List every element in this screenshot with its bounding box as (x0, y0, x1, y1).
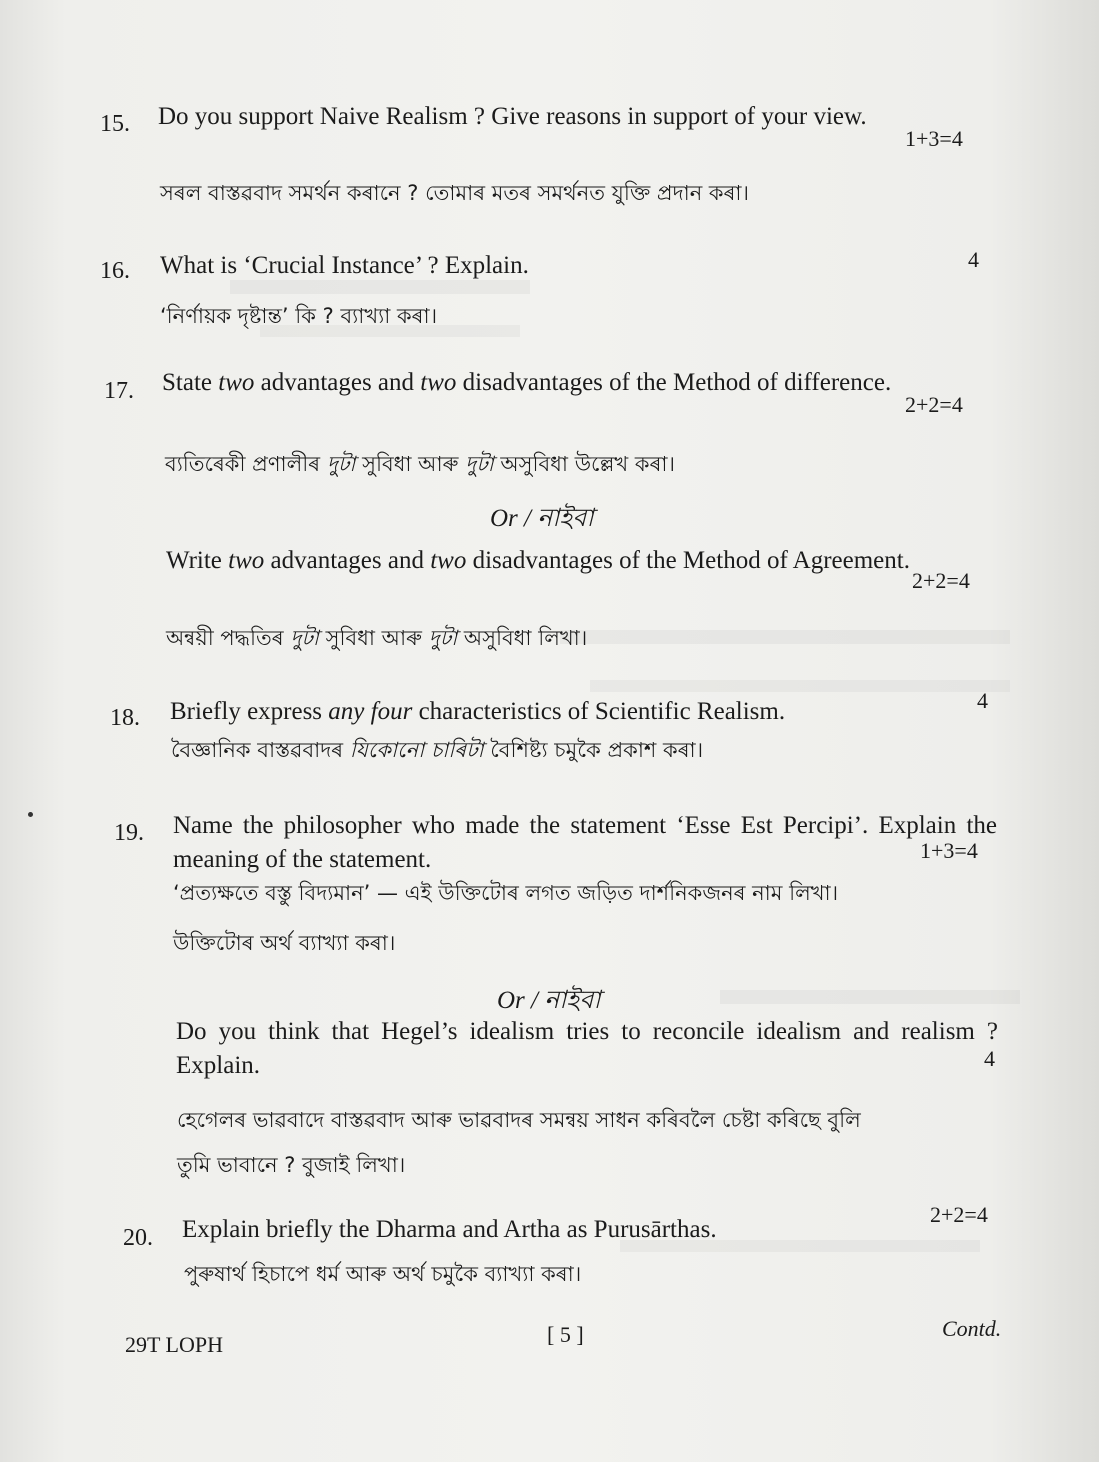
alternative-question-text-en: Do you think that Hegel’s idealism tries to reconcile idealism and realism ? Explain. (176, 1018, 998, 1079)
question-text-en: Name the philosopher who made the statement ‘Esse Est Percipi’. Explain the meaning of the statement. (173, 812, 997, 873)
question-number: 15. (100, 111, 130, 137)
alternative-question-text-en: Write two advantages and two disadvantages of the Method of Agreement. (166, 547, 910, 574)
question-text-bn: ব্যতিৰেকী প্ৰণালীৰ দুটা সুবিধা আৰু দুটা অসুবিধা উল্লেখ কৰা। (165, 452, 676, 476)
paper-code: 29T LOPH (125, 1332, 223, 1357)
marks: 4 (977, 688, 988, 713)
question-number: 17. (104, 378, 134, 404)
alternative-question-text-bn-line2: তুমি ভাবানে ? বুজাই লিখা। (177, 1153, 406, 1177)
question-text-bn-line2: উক্তিটোৰ অৰ্থ ব্যাখ্যা কৰা। (173, 931, 396, 955)
question-number: 18. (110, 705, 140, 731)
question-number: 20. (123, 1225, 153, 1251)
question-text-en: Briefly express any four characteristics of Scientific Realism. (170, 698, 786, 725)
page-number: [ 5 ] (547, 1322, 584, 1347)
question-text-bn: পুৰুষাৰ্থ হিচাপে ধৰ্ম আৰু অৰ্থ চমুকৈ ব্যাখ্যা কৰা। (184, 1262, 582, 1286)
question-text-bn: সৰল বাস্তৱবাদ সমৰ্থন কৰানে ? তোমাৰ মতৰ সমৰ্থনত যুক্তি প্ৰদান কৰা। (160, 181, 750, 205)
or-divider: Or / নাইবা (497, 987, 601, 1014)
marks: 2+2=4 (905, 392, 963, 417)
marks: 1+3=4 (905, 126, 963, 151)
question-text-en: Do you support Naive Realism ? Give reasons in support of your view. (158, 103, 867, 130)
continued-label: Contd. (942, 1316, 1002, 1341)
marks: 2+2=4 (912, 568, 970, 593)
marks: 2+2=4 (930, 1202, 988, 1227)
question-text-en: State two advantages and two disadvantages of the Method of difference. (162, 369, 892, 396)
ink-speck (28, 812, 33, 817)
question-text-bn: বৈজ্ঞানিক বাস্তৱবাদৰ যিকোনো চাৰিটা বৈশিষ্ট্য চমুকৈ প্ৰকাশ কৰা। (171, 738, 704, 762)
alternative-question-text-bn-line1: হেগেলৰ ভাৱবাদে বাস্তৱবাদ আৰু ভাৱবাদৰ সমন্বয় সাধন কৰিবলৈ চেষ্টা কৰিছে বুলি (177, 1108, 861, 1132)
question-text-en: What is ‘Crucial Instance’ ? Explain. (160, 252, 529, 279)
question-text-en: Explain briefly the Dharma and Artha as Purusārthas. (182, 1216, 717, 1243)
question-number: 19. (114, 820, 144, 846)
question-number: 16. (100, 258, 130, 284)
alternative-question-text-bn: অন্বয়ী পদ্ধতিৰ দুটা সুবিধা আৰু দুটা অসুবিধা লিখা। (166, 626, 588, 650)
question-text-bn: ‘নিৰ্ণায়ক দৃষ্টান্ত’ কি ? ব্যাখ্যা কৰা। (160, 304, 438, 328)
marks: 1+3=4 (920, 838, 978, 863)
marks: 4 (968, 247, 979, 272)
marks: 4 (984, 1046, 995, 1071)
question-text-bn-line1: ‘প্ৰত্যক্ষতে বস্তু বিদ্যমান’ — এই উক্তিটোৰ লগত জড়িত দাৰ্শনিকজনৰ নাম লিখা। (173, 881, 839, 905)
or-divider: Or / নাইবা (490, 505, 594, 532)
